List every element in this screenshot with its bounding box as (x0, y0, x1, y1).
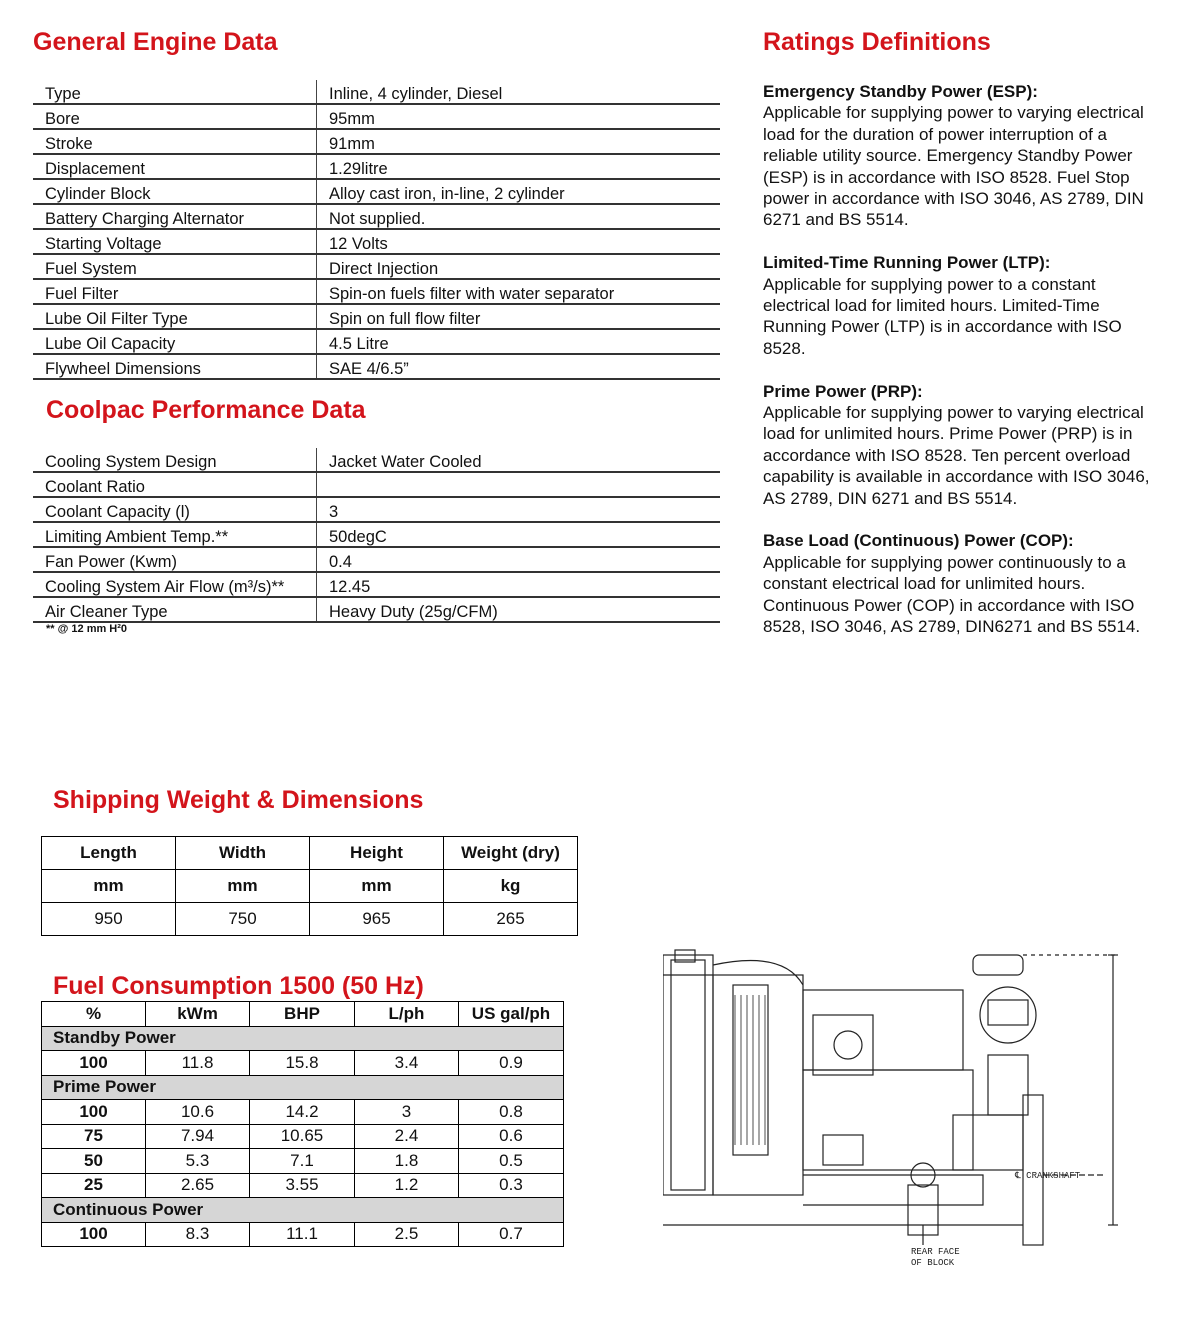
fuel-cell: 14.2 (250, 1100, 355, 1125)
spec-row (33, 154, 720, 179)
spec-label: Lube Oil Capacity (33, 329, 317, 354)
rear-face-label: OF BLOCK (911, 1258, 955, 1268)
fuel-cell: 0.9 (459, 1051, 564, 1076)
fuel-cell: 1.2 (355, 1173, 459, 1198)
fuel-cell: 15.8 (250, 1051, 355, 1076)
spec-row (33, 80, 720, 104)
spec-label: Cooling System Air Flow (m³/s)** (33, 572, 317, 597)
shipping-value: 750 (176, 903, 310, 936)
spec-row (33, 472, 720, 497)
rating-definition (763, 81, 1163, 231)
spec-row (33, 229, 720, 254)
spec-value: Not supplied. (317, 204, 721, 229)
fuel-cell: 2.5 (355, 1222, 459, 1247)
engine-section-title: General Engine Data (33, 28, 278, 56)
spec-label: Stroke (33, 129, 317, 154)
coolpac-footnote: ** @ 12 mm H²0 (46, 623, 128, 635)
spec-row (33, 497, 720, 522)
spec-label: Displacement (33, 154, 317, 179)
spec-value: Inline, 4 cylinder, Diesel (317, 80, 721, 104)
rating-text: Applicable for supplying power to a constant electrical load for limited hours. Limited-Time Running Power (LTP) is in accordance with ISO 8528. (763, 274, 1122, 358)
engine-drawing (663, 945, 1123, 1275)
ratings-definitions (763, 81, 1163, 659)
spec-value: 12 Volts (317, 229, 721, 254)
fuel-header-cell: % (42, 1002, 146, 1027)
rating-text: Applicable for supplying power to varying electrical load for unlimited hours. Prime Power (PRP) is in accordance with ISO 8528. Ten percent overload capability is available in accordance with ISO 3046, AS 2789, DIN 6271 and BS 5514. (763, 403, 1150, 508)
shipping-header: Weight (dry) (444, 837, 578, 870)
fuel-cell: 10.6 (146, 1100, 250, 1125)
rating-title: Limited-Time Running Power (LTP): (763, 253, 1051, 273)
spec-label: Fuel System (33, 254, 317, 279)
spec-value: 91mm (317, 129, 721, 154)
spec-row (33, 204, 720, 229)
shipping-unit: mm (310, 870, 444, 903)
spec-row (33, 597, 720, 622)
fuel-cell: 11.8 (146, 1051, 250, 1076)
fuel-cell: 7.1 (250, 1149, 355, 1174)
shipping-table (41, 836, 578, 936)
fuel-cell: 3 (355, 1100, 459, 1125)
fuel-cell: 0.5 (459, 1149, 564, 1174)
spec-value: SAE 4/6.5” (317, 354, 721, 379)
rating-text: Applicable for supplying power continuously to a constant electrical load for unlimited hours. Continuous Power (COP) in accordance with ISO 8528, ISO 3046, AS 2789, DIN6271 and BS 5514. (763, 552, 1141, 637)
rating-definition (763, 381, 1163, 509)
fuel-cell: 1.8 (355, 1149, 459, 1174)
spec-row (33, 179, 720, 204)
spec-label: Lube Oil Filter Type (33, 304, 317, 329)
shipping-value: 265 (444, 903, 578, 936)
spec-row (33, 522, 720, 547)
spec-row (33, 254, 720, 279)
spec-label: Bore (33, 104, 317, 129)
spec-value: Heavy Duty (25g/CFM) (317, 597, 721, 622)
spec-label: Cylinder Block (33, 179, 317, 204)
spec-value: 4.5 Litre (317, 329, 721, 354)
coolpac-section-title: Coolpac Performance Data (46, 396, 366, 424)
spec-label: Coolant Ratio (33, 472, 317, 497)
shipping-header: Length (42, 837, 176, 870)
spec-value: 12.45 (317, 572, 721, 597)
shipping-unit: mm (176, 870, 310, 903)
engine-outline (663, 950, 1118, 1245)
fuel-cell: 0.7 (459, 1222, 564, 1247)
rating-title: Emergency Standby Power (ESP): (763, 82, 1038, 101)
shipping-value: 950 (42, 903, 176, 936)
fuel-header-cell: BHP (250, 1002, 355, 1027)
fuel-data-row (42, 1051, 564, 1076)
spec-value: 0.4 (317, 547, 721, 572)
fuel-cell: 0.3 (459, 1173, 564, 1198)
fuel-consumption-table (41, 1001, 564, 1247)
spec-row (33, 572, 720, 597)
fuel-section-label: Prime Power (42, 1075, 250, 1100)
fuel-data-row (42, 1222, 564, 1247)
fuel-data-row (42, 1100, 564, 1125)
fuel-header-cell: kWm (146, 1002, 250, 1027)
fuel-header-cell: L/ph (355, 1002, 459, 1027)
fuel-data-row (42, 1173, 564, 1198)
fuel-section-row (42, 1026, 564, 1051)
fuel-cell: 0.8 (459, 1100, 564, 1125)
fuel-header-cell: US gal/ph (459, 1002, 564, 1027)
spec-value: Spin on full flow filter (317, 304, 721, 329)
shipping-unit: kg (444, 870, 578, 903)
ratings-section-title: Ratings Definitions (763, 28, 991, 56)
spec-row (33, 329, 720, 354)
shipping-header: Width (176, 837, 310, 870)
fuel-data-row (42, 1124, 564, 1149)
spec-row (33, 304, 720, 329)
fuel-cell: 8.3 (146, 1222, 250, 1247)
fuel-cell: 3.55 (250, 1173, 355, 1198)
spec-value: 3 (317, 497, 721, 522)
spec-label: Cooling System Design (33, 448, 317, 472)
fuel-cell: 2.4 (355, 1124, 459, 1149)
spec-value (317, 472, 721, 497)
fuel-header-row (42, 1002, 564, 1027)
fuel-cell: 100 (42, 1051, 146, 1076)
fuel-section-filler (250, 1075, 564, 1100)
spec-label: Flywheel Dimensions (33, 354, 317, 379)
fuel-section-label: Standby Power (42, 1026, 250, 1051)
fuel-cell: 10.65 (250, 1124, 355, 1149)
spec-row (33, 547, 720, 572)
spec-label: Battery Charging Alternator (33, 204, 317, 229)
fuel-cell: 2.65 (146, 1173, 250, 1198)
spec-value: 50degC (317, 522, 721, 547)
spec-row (33, 448, 720, 472)
fuel-cell: 7.94 (146, 1124, 250, 1149)
rating-title: Prime Power (PRP): (763, 381, 923, 401)
engine-data-table (33, 80, 720, 380)
fuel-section-title: Fuel Consumption 1500 (50 Hz) (53, 972, 424, 1000)
fuel-section-row (42, 1075, 564, 1100)
fuel-cell: 5.3 (146, 1149, 250, 1174)
fuel-cell: 3.4 (355, 1051, 459, 1076)
spec-label: Starting Voltage (33, 229, 317, 254)
fuel-section-row (42, 1198, 564, 1223)
spec-label: Type (33, 80, 317, 104)
spec-row (33, 279, 720, 304)
fuel-data-row (42, 1149, 564, 1174)
spec-value: Spin-on fuels filter with water separator (317, 279, 721, 304)
spec-row (33, 104, 720, 129)
rating-definition (763, 252, 1163, 359)
fuel-cell: 25 (42, 1173, 146, 1198)
spec-label: Fan Power (Kwm) (33, 547, 317, 572)
spec-label: Coolant Capacity (l) (33, 497, 317, 522)
spec-label: Fuel Filter (33, 279, 317, 304)
shipping-header: Height (310, 837, 444, 870)
fuel-cell: 100 (42, 1222, 146, 1247)
spec-value: Jacket Water Cooled (317, 448, 721, 472)
spec-value: Direct Injection (317, 254, 721, 279)
coolpac-data-table (33, 448, 720, 623)
fuel-cell: 100 (42, 1100, 146, 1125)
shipping-value: 965 (310, 903, 444, 936)
crankshaft-label: ℄ CRANKSHAFT (1015, 1171, 1081, 1181)
spec-label: Air Cleaner Type (33, 597, 317, 622)
spec-value: 1.29litre (317, 154, 721, 179)
fuel-cell: 50 (42, 1149, 146, 1174)
spec-value: Alloy cast iron, in-line, 2 cylinder (317, 179, 721, 204)
fuel-cell: 0.6 (459, 1124, 564, 1149)
fuel-cell: 75 (42, 1124, 146, 1149)
spec-row (33, 354, 720, 379)
spec-row (33, 129, 720, 154)
shipping-section-title: Shipping Weight & Dimensions (53, 786, 424, 814)
rear-face-label: REAR FACE (911, 1247, 960, 1257)
spec-label: Limiting Ambient Temp.** (33, 522, 317, 547)
rating-title: Base Load (Continuous) Power (COP): (763, 531, 1074, 551)
rating-definition (763, 530, 1163, 637)
spec-value: 95mm (317, 104, 721, 129)
fuel-cell: 11.1 (250, 1222, 355, 1247)
shipping-unit: mm (42, 870, 176, 903)
fuel-section-filler (250, 1026, 564, 1051)
fuel-section-filler (250, 1198, 564, 1223)
fuel-section-label: Continuous Power (42, 1198, 250, 1223)
rating-text: Applicable for supplying power to varying electrical load for the duration of power interruption of a reliable utility source. Emergency Standby Power (ESP) is in accordance with ISO 8528. Fuel Stop power in accordance with ISO 3046, AS 2789, DIN 6271 and BS 5514. (763, 103, 1144, 230)
